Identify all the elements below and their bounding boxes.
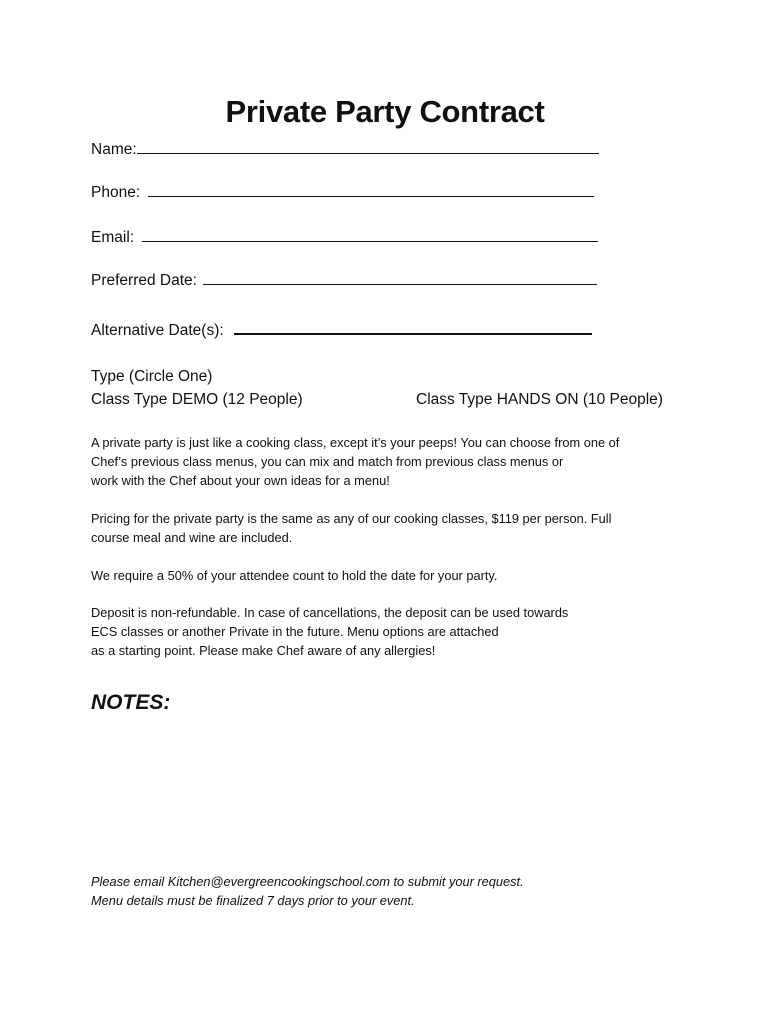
type-heading: Type (Circle One) [91,368,213,385]
email-label: Email: [91,229,135,246]
preferred-date-blank-line[interactable] [203,270,597,285]
intro-line: A private party is just like a cooking class, except it’s your peeps! You can choose from one of [91,435,620,450]
page-title: Private Party Contract [225,94,545,129]
notes-heading: NOTES: [91,691,171,714]
deposit-policy-line: ECS classes or another Private in the future. Menu options are attached [91,624,499,639]
intro-line: Chef’s previous class menus, you can mix and match from previous class menus or [91,454,564,469]
phone-blank-line[interactable] [148,182,594,197]
phone-label: Phone: [91,184,141,201]
intro-line: work with the Chef about your own ideas for a menu! [91,473,390,488]
name-label: Name: [91,141,137,158]
name-blank-line[interactable] [137,139,599,154]
alternative-dates-label: Alternative Date(s): [91,322,224,339]
pricing-paragraph [91,509,691,547]
footer-line-email: Please email Kitchen@evergreencookingschool.com to submit your request. [91,874,524,889]
deposit-policy-line: as a starting point. Please make Chef aware of any allergies! [91,643,436,658]
deposit-policy-paragraph [91,603,691,660]
deposit-requirement-line: We require a 50% of your attendee count to hold the date for your party. [91,568,498,583]
preferred-date-field[interactable] [91,270,597,290]
footer-note [91,872,524,910]
alternative-dates-blank-line[interactable] [234,319,592,335]
class-type-hands-on-option[interactable]: Class Type HANDS ON (10 People) [416,391,663,408]
deposit-requirement-paragraph [91,566,691,585]
preferred-date-label: Preferred Date: [91,272,197,289]
deposit-policy-line: Deposit is non-refundable. In case of cancellations, the deposit can be used towards [91,605,569,620]
intro-paragraph [91,433,691,490]
email-blank-line[interactable] [142,227,598,242]
footer-line-deadline: Menu details must be finalized 7 days prior to your event. [91,893,415,908]
email-field[interactable] [91,227,598,247]
alternative-dates-field[interactable] [91,319,592,340]
pricing-line: Pricing for the private party is the same as any of our cooking classes, $119 per person. Full [91,511,612,526]
name-field[interactable] [91,139,599,159]
phone-field[interactable] [91,182,594,202]
class-type-demo-option[interactable]: Class Type DEMO (12 People) [91,391,303,408]
pricing-line: course meal and wine are included. [91,530,293,545]
